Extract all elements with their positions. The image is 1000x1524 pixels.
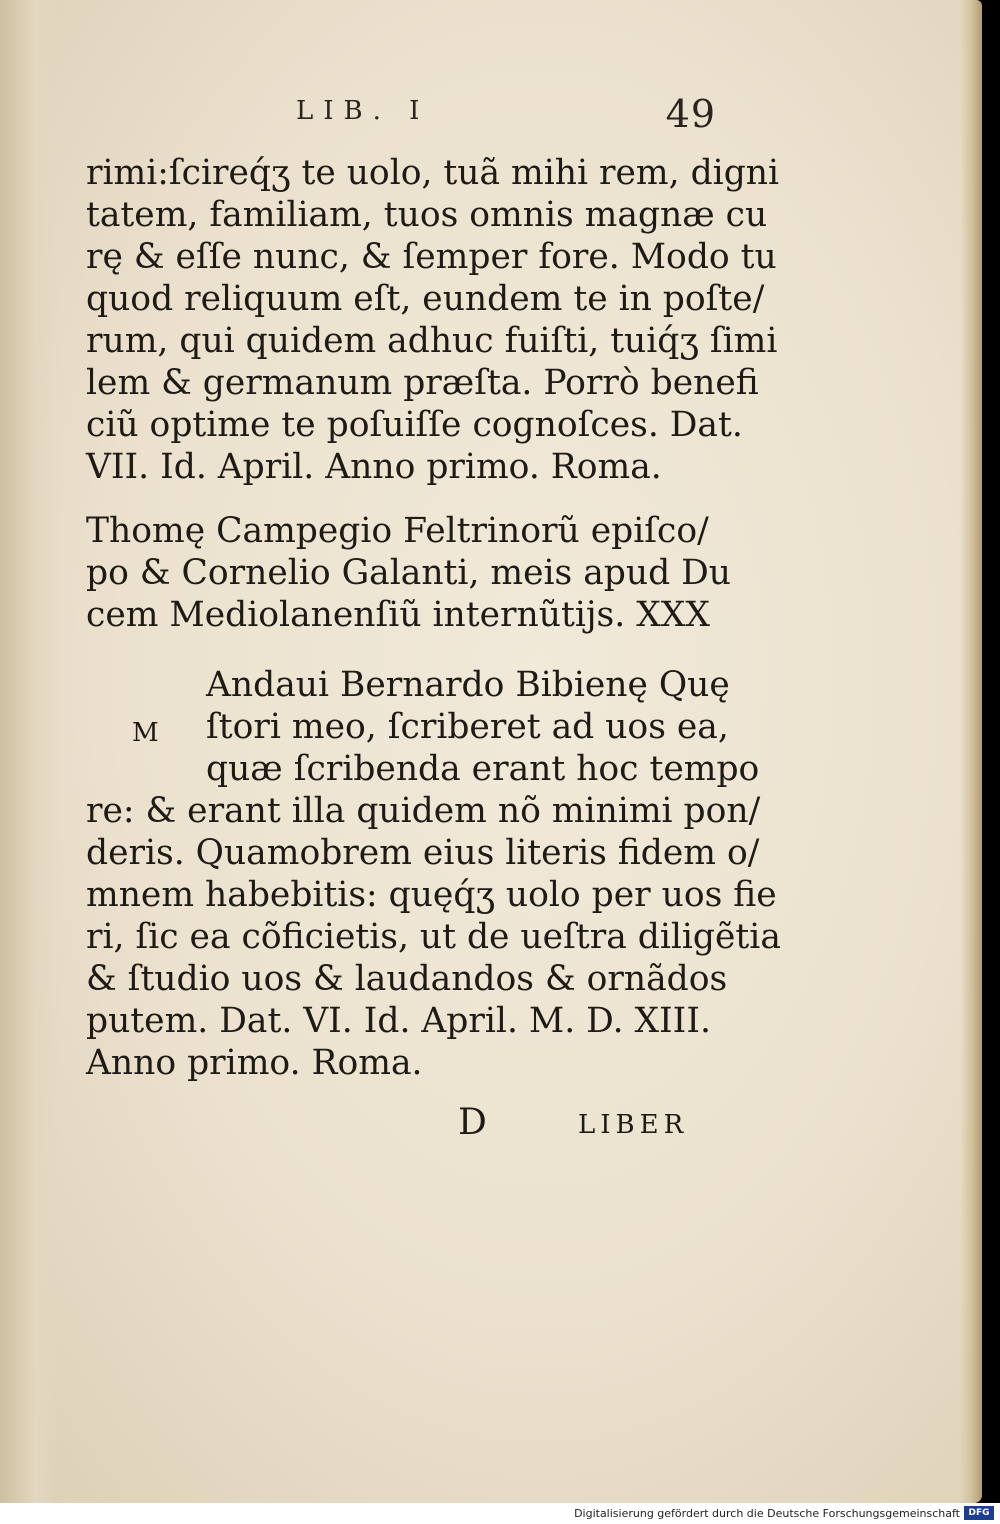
text-line: mnem habebitis: quęq́ʒ uolo per uos fie [86,875,777,915]
page-gutter-shadow [0,0,60,1503]
letter-2-heading [86,510,732,636]
text-line: Anno primo. Roma. [86,1043,423,1083]
digitization-footer [0,1503,1000,1524]
page-number: 49 [665,92,716,136]
text-line: Andaui Bernardo Bibienę Quę [206,665,730,705]
running-head-title: LIB. I [296,96,430,126]
text-line: ſtori meo, ſcriberet ad uos ea, [206,707,729,747]
text-line: quæ ſcribenda erant hoc tempo [206,749,760,789]
letter-2-body [86,664,781,1084]
letter-1-text [86,152,780,488]
text-line: rum, qui quidem adhuc fuiſti, tuiq́ʒ ſimi [86,321,778,361]
heading-line: Thomę Campegio Feltrinorũ epiſco/ [86,511,709,551]
heading-line: cem Mediolanenſiũ internũtijs. XXX [86,595,710,635]
text-line: VII. Id. April. Anno primo. Roma. [86,447,662,487]
text-line: lem & germanum præſta. Porrò benefi [86,363,759,403]
text-line: quod reliquum eſt, eundem te in poſte/ [86,279,765,319]
initial-capital: M [132,718,160,748]
page-fore-edge [960,0,982,1503]
catchline [458,1102,718,1146]
text-line: ciũ optime te poſuiſſe cognoſces. Dat. [86,405,743,445]
running-head [296,92,716,136]
heading-line: po & Cornelio Galanti, meis apud Du [86,553,732,593]
text-line: putem. Dat. VI. Id. April. M. D. XIII. [86,1001,711,1041]
text-line: ri, ſic ea cõficietis, ut de ueſtra diligẽtia [86,917,781,957]
footer-credit: Digitalisierung gefördert durch die Deutsche Forschungsgemeinschaft [574,1507,960,1520]
text-line: re: & erant illa quidem nõ minimi pon/ [86,791,761,831]
text-line: & ſtudio uos & laudandos & ornãdos [86,959,728,999]
text-line: rę & eſſe nunc, & ſemper fore. Modo tu [86,237,777,277]
text-line: deris. Quamobrem eius literis fidem o/ [86,833,760,873]
dfg-logo: DFG [964,1506,994,1520]
catchword: LIBER [578,1110,689,1140]
text-line: tatem, familiam, tuos omnis magnæ cu [86,195,768,235]
text-line: rimi:ſcireq́ʒ te uolo, tuã mihi rem, digni [86,153,780,193]
signature-mark: D [458,1102,487,1143]
